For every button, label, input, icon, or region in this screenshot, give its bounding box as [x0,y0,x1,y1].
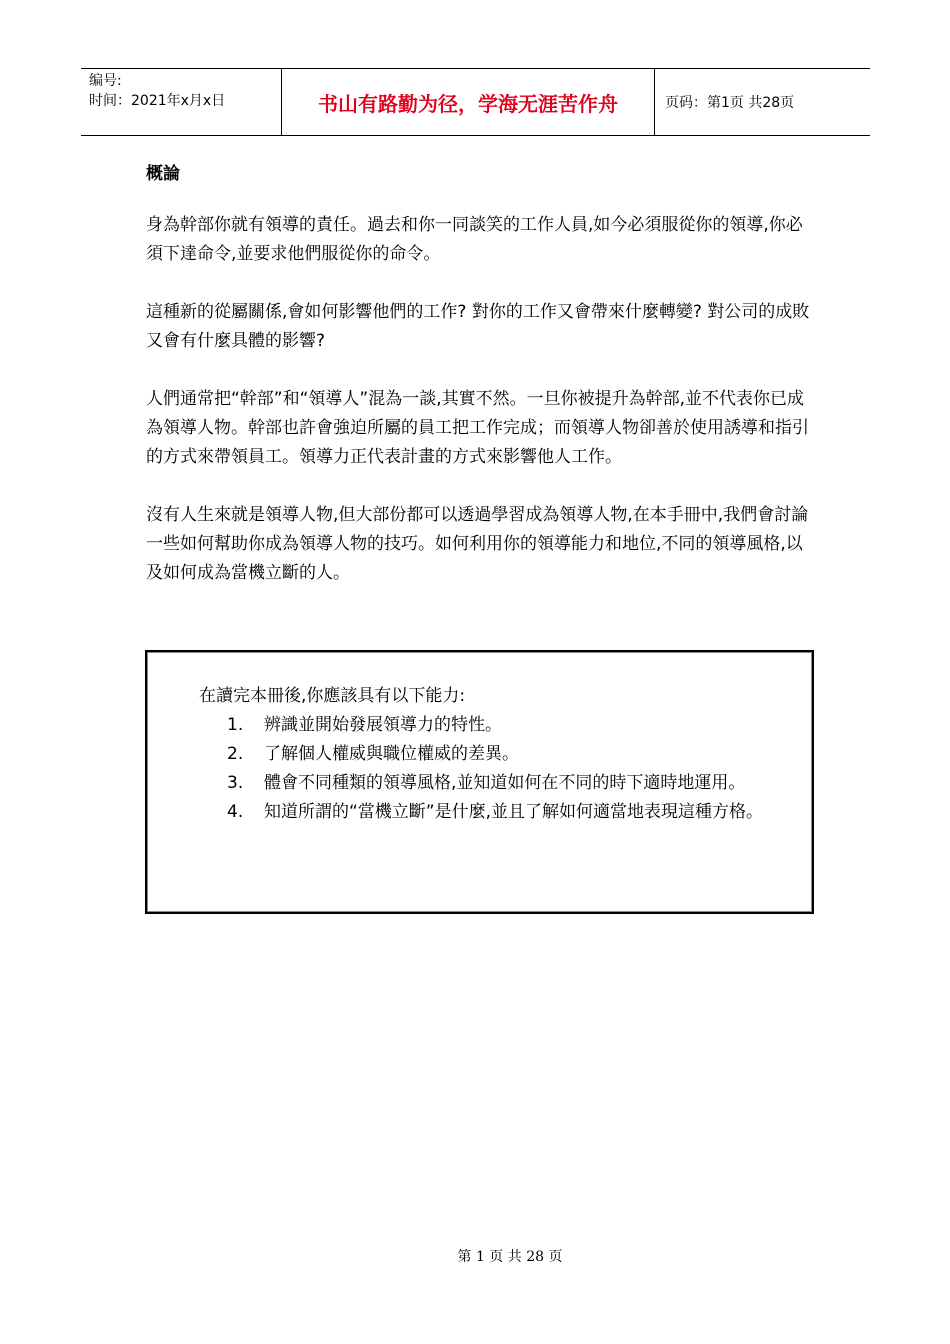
list-item-text: 知道所謂的“當機立斷”是什麼,並且了解如何適當地表現這種方格。 [264,802,764,822]
section-title: 概論 [146,164,180,184]
header-page-info: 页码：第1页 共28页 [665,95,795,111]
list-item [199,740,812,769]
page-header [81,68,870,136]
objectives-list [199,711,812,827]
list-item-text: 了解個人權威與職位權威的差異。 [264,744,519,764]
list-item-number: 1. [227,715,244,735]
list-item-text: 體會不同種類的領導風格,並知道如何在不同的時下適時地運用。 [264,773,746,793]
list-item-number: 3. [227,773,244,793]
list-item [199,798,812,827]
paragraph-2: 這種新的從屬關係,會如何影響他們的工作? 對你的工作又會帶來什麼轉變? 對公司的成敗又會有什麼具體的影響? [146,302,810,351]
page-footer: 第 1 页 共 28 页 [457,1249,563,1265]
list-item-number: 2. [227,744,244,764]
objectives-intro: 在讀完本冊後,你應該具有以下能力: [199,686,466,706]
objectives-box [145,650,814,914]
list-item [199,769,812,798]
document-number-label: 编号: [89,73,122,89]
list-item [199,711,812,740]
paragraph-4: 沒有人生來就是領導人物,但大部份都可以透過學習成為領導人物,在本手冊中,我們會討論一些如何幫助你成為領導人物的技巧。如何利用你的領導能力和地位,不同的領導風格,以及如何成為當機立斷的人。 [146,505,809,583]
header-motto: 书山有路勤为径，学海无涯苦作舟 [281,69,655,135]
paragraph-1: 身為幹部你就有領導的責任。過去和你一同談笑的工作人員,如今必須服從你的領導,你必須下達命令,並要求他們服從你的命令。 [146,215,803,264]
list-item-number: 4. [227,802,244,822]
paragraph-3: 人們通常把“幹部”和“領導人”混為一談,其實不然。一旦你被提升為幹部,並不代表你已成為領導人物。幹部也許會強迫所屬的員工把工作完成；而領導人物卻善於使用誘導和指引的方式來帶領員工。領導力正代表計畫的方式來影響他人工作。 [146,389,809,467]
document-body [146,160,816,617]
document-date: 时间：2021年x月x日 [89,93,226,109]
header-meta [81,69,281,135]
list-item-text: 辨識並開始發展領導力的特性。 [264,715,502,735]
